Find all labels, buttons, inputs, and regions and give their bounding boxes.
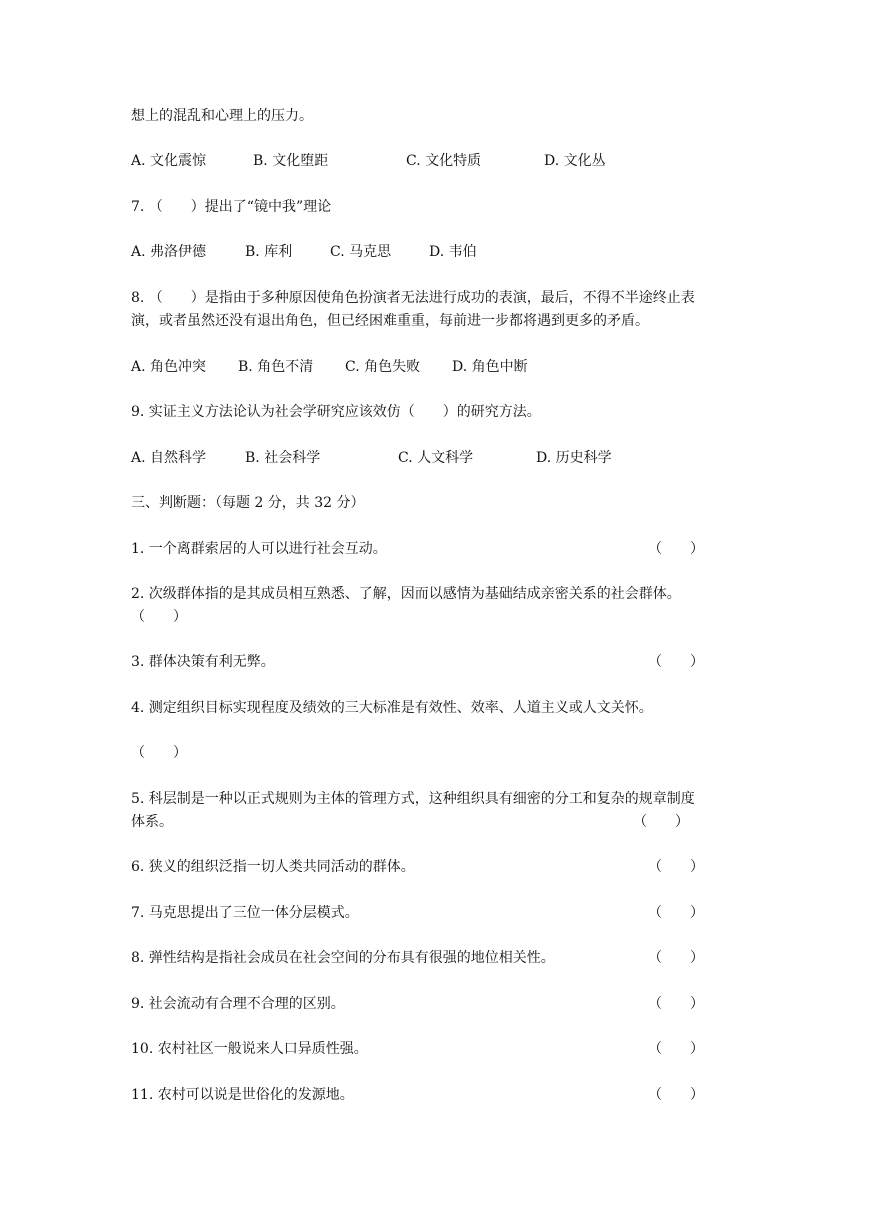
section-heading-true-false: 三、判断题：（每题 2 分，共 32 分） xyxy=(131,495,365,511)
tf-item-1: 1. 一个离群索居的人可以进行社会互动。 xyxy=(131,541,387,557)
question-9-stem: 9. 实证主义方法论认为社会学研究应该效仿（ ）的研究方法。 xyxy=(131,404,541,420)
question-8-stem-line2: 演，或者虽然还没有退出角色，但已经困难重重，每前进一步都将遇到更多的矛盾。 xyxy=(131,313,649,329)
question-8-option-a: A. 角色冲突 xyxy=(131,359,207,375)
question-7-option-a: A. 弗洛伊德 xyxy=(131,244,207,260)
question-9-option-a: A. 自然科学 xyxy=(131,450,207,466)
question-9-option-d: D. 历史科学 xyxy=(536,450,612,466)
question-6-tail: 想上的混乱和心理上的压力。 xyxy=(131,108,313,124)
tf-item-7: 7. 马克思提出了三位一体分层模式。 xyxy=(131,905,359,921)
tf-item-5-answer-blank: （ ） xyxy=(633,814,689,830)
tf-item-3: 3. 群体决策有利无弊。 xyxy=(131,654,275,670)
tf-item-3-answer-blank: （ ） xyxy=(648,654,704,670)
tf-item-11-answer-blank: （ ） xyxy=(648,1087,704,1103)
tf-item-4-answer-blank: （ ） xyxy=(131,745,187,761)
tf-item-1-answer-blank: （ ） xyxy=(648,541,704,557)
tf-item-6: 6. 狭义的组织泛指一切人类共同活动的群体。 xyxy=(131,859,415,875)
question-6-option-d: D. 文化丛 xyxy=(544,153,606,169)
tf-item-7-answer-blank: （ ） xyxy=(648,905,704,921)
question-6-option-b: B. 文化堕距 xyxy=(253,153,329,169)
tf-item-10-answer-blank: （ ） xyxy=(648,1041,704,1057)
question-8-option-d: D. 角色中断 xyxy=(452,359,528,375)
tf-item-4: 4. 测定组织目标实现程度及绩效的三大标准是有效性、效率、人道主义或人文关怀。 xyxy=(131,700,653,716)
question-9-option-b: B. 社会科学 xyxy=(245,450,321,466)
tf-item-2: 2. 次级群体指的是其成员相互熟悉、了解，因而以感情为基础结成亲密关系的社会群体。 xyxy=(131,586,681,602)
tf-item-5-line2: 体系。 xyxy=(131,814,173,830)
tf-item-9: 9. 社会流动有合理不合理的区别。 xyxy=(131,996,345,1012)
question-7-stem: 7. （ ）提出了“镜中我”理论 xyxy=(131,199,332,215)
question-6-option-a: A. 文化震惊 xyxy=(131,153,207,169)
tf-item-6-answer-blank: （ ） xyxy=(648,859,704,875)
question-9-option-c: C. 人文科学 xyxy=(398,450,474,466)
tf-item-9-answer-blank: （ ） xyxy=(648,996,704,1012)
question-6-option-c: C. 文化特质 xyxy=(406,153,482,169)
tf-item-8-answer-blank: （ ） xyxy=(648,950,704,966)
question-8-option-b: B. 角色不清 xyxy=(238,359,314,375)
tf-item-8: 8. 弹性结构是指社会成员在社会空间的分布具有很强的地位相关性。 xyxy=(131,950,555,966)
tf-item-11: 11. 农村可以说是世俗化的发源地。 xyxy=(131,1087,354,1103)
tf-item-5-line1: 5. 科层制是一种以正式规则为主体的管理方式，这种组织具有细密的分工和复杂的规章制度 xyxy=(131,791,695,807)
question-7-option-b: B. 库利 xyxy=(245,244,293,260)
question-7-option-c: C. 马克思 xyxy=(330,244,392,260)
question-8-option-c: C. 角色失败 xyxy=(345,359,421,375)
tf-item-10: 10. 农村社区一般说来人口异质性强。 xyxy=(131,1041,368,1057)
tf-item-2-answer-blank: （ ） xyxy=(131,609,187,625)
question-8-stem-line1: 8. （ ）是指由于多种原因使角色扮演者无法进行成功的表演，最后，不得不半途终止表 xyxy=(131,290,695,306)
question-7-option-d: D. 韦伯 xyxy=(429,244,477,260)
